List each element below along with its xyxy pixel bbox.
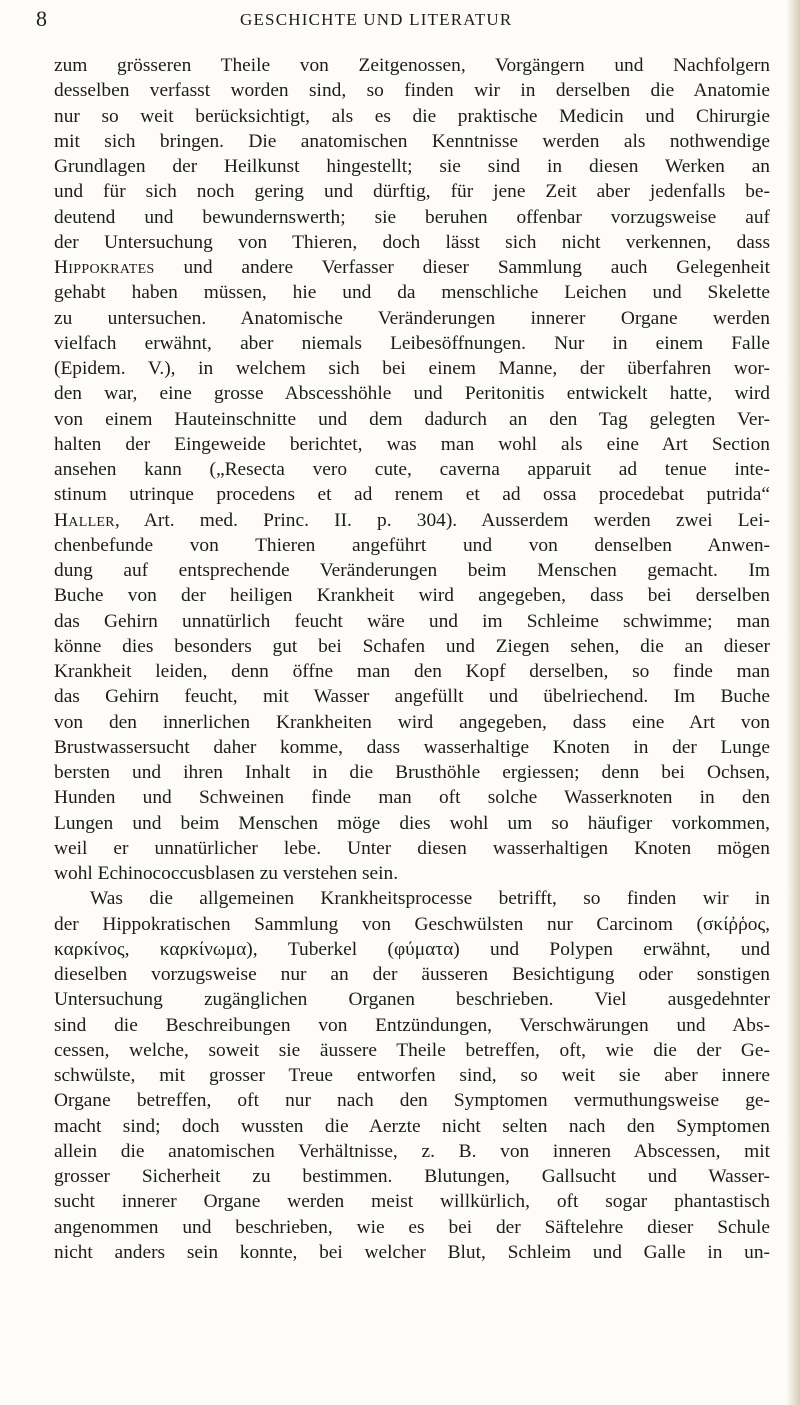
text-line: [54, 255, 770, 280]
text-line: [54, 280, 770, 305]
text-run: gehabt haben müssen, hie und da menschliche Leichen und Skelette: [54, 282, 770, 304]
text-run: wohl Echinococcusblasen zu verstehen sein.: [54, 863, 399, 884]
text-run: chenbefunde von Thieren angeführt und von denselben Anwen-: [54, 534, 770, 556]
text-line: [54, 482, 770, 507]
text-run: und andere Verfasser dieser Sammlung auch Gelegenheit: [154, 257, 770, 278]
text-line: [54, 1013, 770, 1038]
text-run: deutend und bewundernswerth; sie beruhen offenbar vorzugsweise auf: [54, 206, 770, 228]
text-run: stinum utrinque procedens et ad renem et ad ossa procedebat putrida“: [54, 484, 770, 506]
text-run: sind die Beschreibungen von Entzündungen, Verschwärungen und Abs-: [54, 1014, 770, 1036]
text-line: [54, 987, 770, 1012]
text-line: [54, 710, 770, 735]
page-edge-shadow: [786, 0, 800, 1405]
text-run: macht sind; doch wussten die Aerzte nicht selten nach den Symptomen: [54, 1115, 770, 1137]
author-name: Hippokrates: [54, 257, 155, 278]
text-run: ansehen kann („Resecta vero cute, caverna apparuit ad tenue inte-: [54, 459, 770, 480]
text-run: halten der Eingeweide berichtet, was man wohl als eine Art Section: [54, 433, 770, 455]
text-run: Brustwassersucht daher komme, dass wasserhaltige Knoten in der Lunge: [54, 736, 770, 758]
body-text: [54, 53, 770, 1265]
text-run: Organe betreffen, oft nur nach den Symptomen vermuthungsweise ge-: [54, 1090, 770, 1112]
text-run: von einem Hauteinschnitte und dem dadurch an den Tag gelegten Ver-: [54, 408, 770, 430]
text-line: [54, 1038, 770, 1063]
text-run: das Gehirn feucht, mit Wasser angefüllt und übelriechend. Im Buche: [54, 686, 770, 708]
text-run: angenommen und beschrieben, wie es bei der Säftelehre dieser Schule: [54, 1216, 770, 1238]
text-line: [54, 533, 770, 558]
text-run: desselben verfasst worden sind, so finden wir in derselben die Anatomie: [54, 80, 770, 102]
text-line: [54, 457, 770, 482]
text-run: Hunden und Schweinen finde man oft solche Wasserknoten in den: [54, 787, 770, 809]
page-number: 8: [36, 6, 47, 31]
text-run: dung auf entsprechende Veränderungen beim Menschen gemacht. Im: [54, 560, 770, 581]
text-line: [54, 1088, 770, 1113]
text-run: könne dies besonders gut bei Schafen und Ziegen sehen, die an dieser: [54, 635, 770, 657]
text-line: [54, 508, 770, 533]
text-run: sucht innerer Organe werden meist willkürlich, oft sogar phantastisch: [54, 1191, 770, 1213]
text-run: schwülste, mit grosser Treue entworfen sind, so weit sie aber innere: [54, 1065, 770, 1086]
text-run: den war, eine grosse Abscesshöhle und Peritonitis entwickelt hatte, wird: [54, 383, 770, 405]
running-head: [0, 4, 800, 36]
text-line: [54, 205, 770, 230]
text-run: καρκίνος, καρκίνωμα), Tuberkel (φύματα) und Polypen erwähnt, und: [54, 938, 770, 960]
text-line: [54, 53, 770, 78]
text-run: bersten und ihren Inhalt in die Brusthöhle ergiessen; denn bei Ochsen,: [54, 762, 770, 783]
running-head-title: GESCHICHTE UND LITERATUR: [240, 10, 513, 29]
text-line: [54, 1114, 770, 1139]
text-run: vielfach erwähnt, aber niemals Leibesöffnungen. Nur in einem Falle: [54, 332, 770, 354]
text-line: [54, 306, 770, 331]
text-run: Was die allgemeinen Krankheitsprocesse betrifft, so finden wir in: [90, 888, 770, 910]
text-run: das Gehirn unnatürlich feucht wäre und im Schleime schwimme; man: [54, 610, 770, 632]
text-run: (Epidem. V.), in welchem sich bei einem Manne, der überfahren wor-: [54, 358, 770, 379]
text-line: [54, 381, 770, 406]
text-line: [54, 356, 770, 381]
text-run: der Hippokratischen Sammlung von Geschwülsten nur Carcinom (σκίῤῥος,: [54, 913, 770, 935]
text-line: [54, 937, 770, 962]
text-line: [54, 331, 770, 356]
text-line: [54, 432, 770, 457]
text-line: [54, 230, 770, 255]
text-line: [54, 609, 770, 634]
text-run: , Art. med. Princ. II. p. 304). Ausserdem werden zwei Lei-: [114, 509, 770, 531]
text-line: [54, 785, 770, 810]
text-line: [54, 760, 770, 785]
text-run: nicht anders sein konnte, bei welcher Blut, Schleim und Galle in un-: [54, 1241, 770, 1263]
text-line: [54, 962, 770, 987]
text-line: [54, 836, 770, 861]
text-line: [54, 634, 770, 659]
text-line: [54, 659, 770, 684]
text-line: [54, 407, 770, 432]
text-run: und für sich noch gering und dürftig, für jene Zeit aber jedenfalls be-: [54, 181, 770, 203]
text-line: [54, 129, 770, 154]
text-line: [54, 735, 770, 760]
text-run: Grundlagen der Heilkunst hingestellt; sie sind in diesen Werken an: [54, 156, 770, 177]
text-run: nur so weit berücksichtigt, als es die praktische Medicin und Chirurgie: [54, 105, 770, 127]
text-line: [54, 1215, 770, 1240]
text-line: [54, 1164, 770, 1189]
text-run: grosser Sicherheit zu bestimmen. Blutungen, Gallsucht und Wasser-: [54, 1166, 770, 1187]
text-line: [54, 1063, 770, 1088]
text-run: Untersuchung zugänglichen Organen beschrieben. Viel ausgedehnter: [54, 989, 770, 1011]
text-run: der Untersuchung von Thieren, doch lässt sich nicht verkennen, dass: [54, 231, 770, 253]
author-name: Haller: [54, 509, 115, 531]
text-run: Krankheit leiden, denn öffne man den Kopf derselben, so finde man: [54, 661, 770, 682]
text-line: [54, 861, 770, 886]
text-run: zu untersuchen. Anatomische Veränderungen innerer Organe werden: [54, 307, 770, 329]
text-line: [54, 154, 770, 179]
text-run: cessen, welche, soweit sie äussere Theile betreffen, oft, wie die der Ge-: [54, 1039, 770, 1061]
text-run: Buche von der heiligen Krankheit wird angegeben, dass bei derselben: [54, 585, 770, 607]
text-run: zum grösseren Theile von Zeitgenossen, Vorgängern und Nachfolgern: [54, 55, 770, 76]
text-line: [54, 912, 770, 937]
text-run: weil er unnatürlicher lebe. Unter diesen wasserhaltigen Knoten mögen: [54, 837, 770, 859]
text-run: von den innerlichen Krankheiten wird angegeben, dass eine Art von: [54, 711, 770, 733]
text-run: dieselben vorzugsweise nur an der äusseren Besichtigung oder sonstigen: [54, 964, 770, 985]
text-line: [54, 1189, 770, 1214]
text-line: [54, 104, 770, 129]
text-line: [54, 78, 770, 103]
text-run: mit sich bringen. Die anatomischen Kenntnisse werden als nothwendige: [54, 130, 770, 152]
text-line: [54, 558, 770, 583]
text-run: Lungen und beim Menschen möge dies wohl um so häufiger vorkommen,: [54, 812, 770, 834]
text-line: [54, 1240, 770, 1265]
text-run: allein die anatomischen Verhältnisse, z. B. von inneren Abscessen, mit: [54, 1140, 770, 1162]
text-line: [54, 684, 770, 709]
text-line: [54, 583, 770, 608]
text-line: [54, 179, 770, 204]
text-line: [54, 811, 770, 836]
text-line: [54, 886, 770, 911]
text-line: [54, 1139, 770, 1164]
